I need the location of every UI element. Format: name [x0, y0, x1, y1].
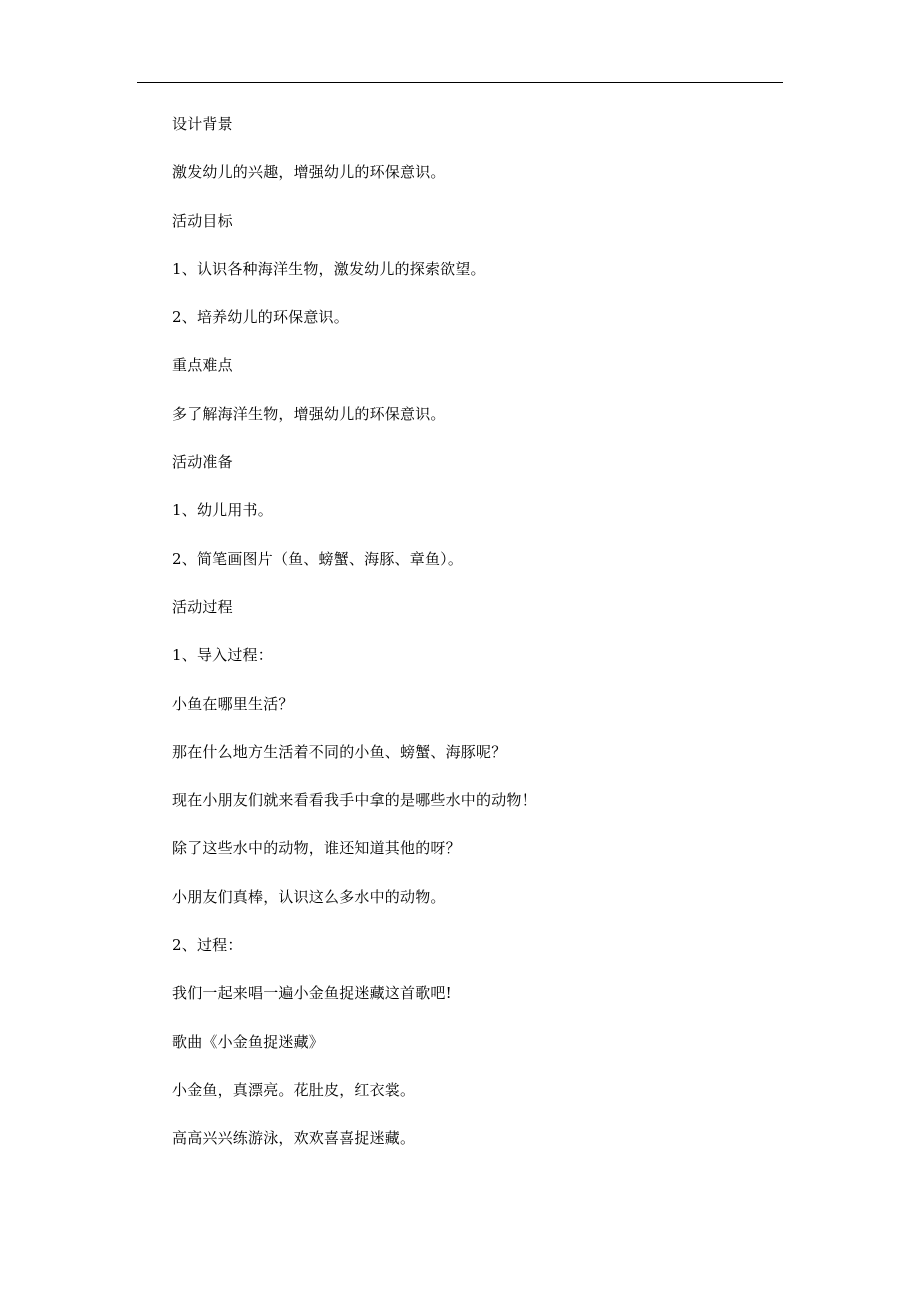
song-lyric: 高高兴兴练游泳，欢欢喜喜捉迷藏。 — [172, 1129, 416, 1148]
list-item: 1、幼儿用书。 — [172, 501, 273, 520]
section-heading-activity-goals: 活动目标 — [172, 211, 233, 230]
list-item: 1、导入过程： — [172, 646, 273, 665]
paragraph: 除了这些水中的动物，谁还知道其他的呀？ — [172, 839, 461, 858]
paragraph: 多了解海洋生物，增强幼儿的环保意识。 — [172, 404, 446, 423]
document-body — [172, 114, 772, 1177]
song-title: 歌曲《小金鱼捉迷藏》 — [172, 1032, 325, 1051]
paragraph: 那在什么地方生活着不同的小鱼、螃蟹、海豚呢？ — [172, 742, 507, 761]
paragraph: 我们一起来唱一遍小金鱼捉迷藏这首歌吧! — [172, 984, 452, 1003]
list-item: 1、认识各种海洋生物，激发幼儿的探索欲望。 — [172, 259, 486, 278]
list-item: 2、简笔画图片（鱼、螃蟹、海豚、章鱼）。 — [172, 549, 464, 568]
paragraph: 现在小朋友们就来看看我手中拿的是哪些水中的动物！ — [172, 791, 537, 810]
section-heading-activity-process: 活动过程 — [172, 597, 233, 616]
paragraph: 激发幼儿的兴趣，增强幼儿的环保意识。 — [172, 163, 446, 182]
song-lyric: 小金鱼，真漂亮。花肚皮，红衣裳。 — [172, 1080, 416, 1099]
section-heading-activity-preparation: 活动准备 — [172, 453, 233, 472]
list-item: 2、过程： — [172, 936, 243, 955]
paragraph: 小鱼在哪里生活？ — [172, 694, 294, 713]
section-heading-design-background: 设计背景 — [172, 115, 233, 133]
section-heading-key-difficulties: 重点难点 — [172, 356, 233, 375]
header-rule — [137, 82, 783, 83]
list-item: 2、培养幼儿的环保意识。 — [172, 308, 349, 327]
paragraph: 小朋友们真棒，认识这么多水中的动物。 — [172, 887, 446, 906]
